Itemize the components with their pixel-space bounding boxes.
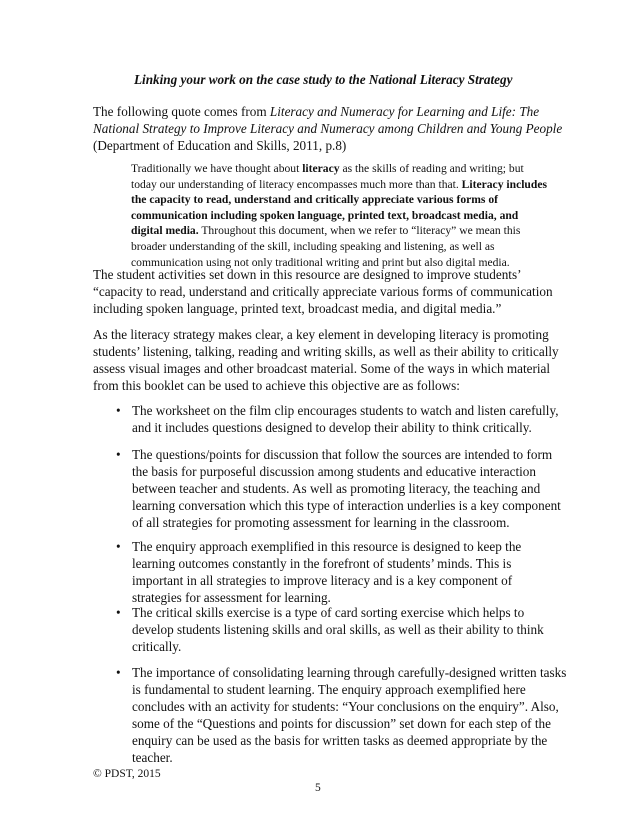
bullet-text: concludes with an activity for students: “Your conclusions on the enquiry”. Also, xyxy=(132,699,559,714)
bullet-text: important in all strategies to improve literacy and is a key component of xyxy=(132,573,513,588)
paragraph-line: assess visual images and other broadcast material. Some of the ways in which material xyxy=(93,361,551,376)
paragraph-strategy xyxy=(93,326,559,394)
bullet-text: The worksheet on the film clip encourages students to watch and listen carefully, xyxy=(132,403,559,418)
quote-bold-line: the capacity to read, understand and critically appreciate various forms of xyxy=(131,193,498,207)
bullet-text: is fundamental to student learning. The enquiry approach exemplified here xyxy=(132,682,526,697)
bullet-icon: • xyxy=(116,605,121,620)
bullet-icon: • xyxy=(116,403,121,418)
bullet-text: The importance of consolidating learning through carefully-designed written tasks xyxy=(132,665,567,680)
bullet-text: and it includes questions designed to develop their ability to think critically. xyxy=(132,420,532,435)
bullet-icon: • xyxy=(116,539,121,554)
quote-bold: Literacy includes xyxy=(461,177,547,191)
intro-paragraph xyxy=(93,103,562,154)
quote-text: today our understanding of literacy encompasses much more than that. xyxy=(131,177,462,191)
paragraph-line: including spoken language, printed text, broadcast media, and digital media.” xyxy=(93,301,502,316)
quote-text: Traditionally we have thought about xyxy=(131,162,303,175)
bullet-text: the basis for purposeful discussion among students and educative interaction xyxy=(132,464,536,479)
paragraph-line: The student activities set down in this resource are designed to improve students’ xyxy=(93,267,522,282)
quote-line: communication using not only traditional writing and print but also digital media. xyxy=(131,255,510,269)
quote-bold: literacy xyxy=(302,162,340,175)
block-quote xyxy=(131,161,547,270)
bullet-text: The enquiry approach exemplified in this resource is designed to keep the xyxy=(132,539,522,554)
quote-bold-line: communication including spoken language, printed text, broadcast media, and xyxy=(131,208,519,222)
quote-bold: digital media. xyxy=(131,224,199,238)
bullet-text: learning conversation which this type of interaction underlies is a key component xyxy=(132,498,561,513)
bullet-item-discussion xyxy=(116,446,561,531)
source-title-cont: National Strategy to Improve Literacy and Numeracy among Children and Young People xyxy=(93,121,563,136)
bullet-text: develop students listening skills and oral skills, as well as their ability to think xyxy=(132,622,544,637)
copyright-footer: © PDST, 2015 xyxy=(93,768,161,780)
bullet-text: learning outcomes constantly in the forefront of students’ minds. This is xyxy=(132,556,512,571)
bullet-text: The questions/points for discussion that follow the sources are intended to form xyxy=(132,447,553,462)
paragraph-line: students’ listening, talking, reading and writing skills, as well as their ability to critically xyxy=(93,344,559,359)
page-number: 5 xyxy=(315,782,321,794)
quote-text: as the skills of reading and writing; but xyxy=(339,162,524,175)
paragraph-line: As the literacy strategy makes clear, a key element in developing literacy is promoting xyxy=(93,327,549,342)
bullet-text: strategies for assessment for learning. xyxy=(132,590,331,605)
bullet-item-critical-skills xyxy=(116,604,544,655)
intro-text: The following quote comes from xyxy=(93,104,270,119)
bullet-text: critically. xyxy=(132,639,182,654)
paragraph-line: from this booklet can be used to achieve this objective are as follows: xyxy=(93,378,460,393)
bullet-text: The critical skills exercise is a type of card sorting exercise which helps to xyxy=(132,605,525,620)
bullet-item-worksheet xyxy=(116,402,559,436)
section-title: Linking your work on the case study to the National Literacy Strategy xyxy=(134,72,513,87)
bullet-text: teacher. xyxy=(132,750,173,765)
bullet-icon: • xyxy=(116,665,121,680)
quote-text: Throughout this document, when we refer to “literacy” we mean this xyxy=(198,224,521,238)
source-citation: (Department of Education and Skills, 2011, p.8) xyxy=(93,138,347,153)
bullet-text: some of the “Questions and points for discussion” set down for each step of the xyxy=(132,716,551,731)
source-title: Literacy and Numeracy for Learning and Life: The xyxy=(269,104,540,119)
bullet-icon: • xyxy=(116,447,121,462)
bullet-text: between teacher and students. As well as promoting literacy, the teaching and xyxy=(132,481,541,496)
bullet-item-written-tasks xyxy=(116,664,566,766)
bullet-item-enquiry xyxy=(116,538,521,606)
paragraph-activities xyxy=(93,266,553,317)
paragraph-line: “capacity to read, understand and critically appreciate various forms of communication xyxy=(93,284,553,299)
bullet-text: enquiry can be used as the basis for written tasks as deemed appropriate by the xyxy=(132,733,548,748)
bullet-text: of all strategies for promoting assessment for learning in the classroom. xyxy=(132,515,510,530)
quote-line: broader understanding of the skill, including speaking and listening, as well as xyxy=(131,239,495,253)
